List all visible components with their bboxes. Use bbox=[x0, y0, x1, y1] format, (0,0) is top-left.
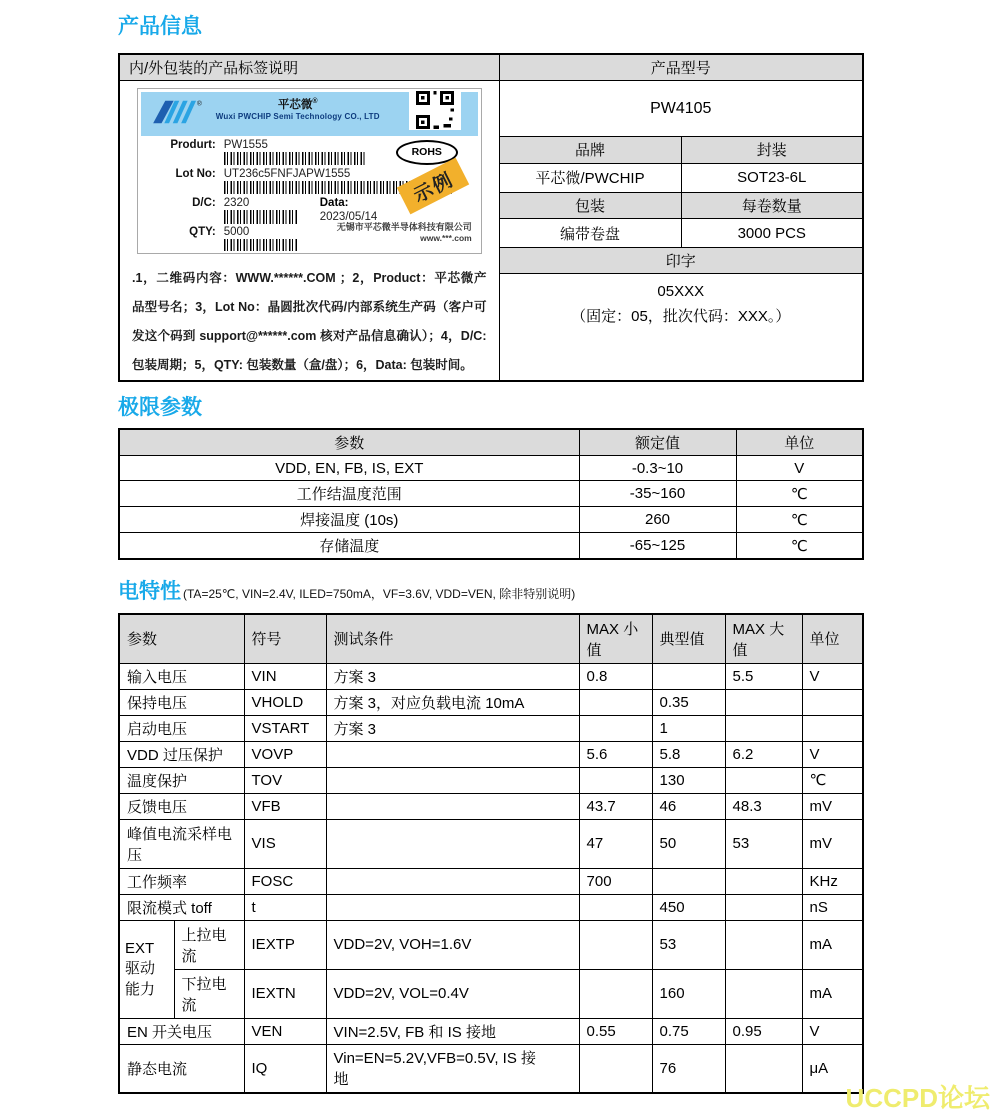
param: 启动电压 bbox=[119, 715, 244, 741]
param: 上拉电流 bbox=[174, 920, 244, 969]
limit-unit: ℃ bbox=[736, 481, 863, 507]
param: EN 开关电压 bbox=[119, 1018, 244, 1044]
limit-rating: -0.3~10 bbox=[579, 456, 736, 481]
min: 700 bbox=[579, 868, 652, 894]
max bbox=[725, 868, 802, 894]
section-heading-product-info: 产品信息 bbox=[118, 15, 202, 38]
condition bbox=[326, 894, 579, 920]
unit: mA bbox=[802, 969, 863, 1018]
label-footer-company: 无锡市平芯微半导体科技有限公司 bbox=[336, 222, 472, 232]
typ: 5.8 bbox=[652, 741, 725, 767]
condition bbox=[326, 819, 579, 868]
electrical-characteristics-table bbox=[118, 613, 864, 1094]
table-row bbox=[119, 741, 863, 767]
table-row bbox=[119, 507, 863, 533]
unit: KHz bbox=[802, 868, 863, 894]
unit: ℃ bbox=[802, 767, 863, 793]
rohs-badge: ROHS bbox=[396, 140, 458, 165]
symbol: VFB bbox=[244, 793, 326, 819]
package-header: 封装 bbox=[681, 137, 863, 163]
table-row bbox=[119, 1044, 863, 1093]
column-header: MAX 大值 bbox=[725, 614, 802, 663]
date-field-label: Data: bbox=[319, 197, 349, 209]
column-header: 典型值 bbox=[652, 614, 725, 663]
symbol: FOSC bbox=[244, 868, 326, 894]
param: 工作频率 bbox=[119, 868, 244, 894]
unit: V bbox=[802, 741, 863, 767]
symbol: IEXTP bbox=[244, 920, 326, 969]
label-example-cell bbox=[119, 81, 499, 382]
symbol: VOVP bbox=[244, 741, 326, 767]
condition: 方案 3 bbox=[326, 715, 579, 741]
unit: mV bbox=[802, 819, 863, 868]
unit: nS bbox=[802, 894, 863, 920]
product-info-table bbox=[118, 53, 864, 382]
max bbox=[725, 920, 802, 969]
typ: 130 bbox=[652, 767, 725, 793]
typ: 53 bbox=[652, 920, 725, 969]
typ: 450 bbox=[652, 894, 725, 920]
column-header: MAX 小值 bbox=[579, 614, 652, 663]
table-row bbox=[119, 894, 863, 920]
unit: mA bbox=[802, 920, 863, 969]
column-header: 参数 bbox=[119, 614, 244, 663]
max: 53 bbox=[725, 819, 802, 868]
condition bbox=[326, 868, 579, 894]
limit-unit: ℃ bbox=[736, 507, 863, 533]
param: 反馈电压 bbox=[119, 793, 244, 819]
reel-qty-value: 3000 PCS bbox=[681, 218, 863, 247]
table-row bbox=[119, 1018, 863, 1044]
limit-rating: 260 bbox=[579, 507, 736, 533]
param: 静态电流 bbox=[119, 1044, 244, 1093]
product-model-header: 产品型号 bbox=[499, 54, 863, 81]
sample-stamp: 示例 bbox=[397, 158, 469, 215]
label-desc-header: 内/外包装的产品标签说明 bbox=[119, 54, 499, 81]
label-company-block bbox=[216, 96, 380, 121]
typ: 76 bbox=[652, 1044, 725, 1093]
condition bbox=[326, 793, 579, 819]
condition: VIN=2.5V, FB 和 IS 接地 bbox=[326, 1018, 579, 1044]
marking-note: （固定：05，批次代码：XXX。） bbox=[571, 308, 791, 326]
symbol: IQ bbox=[244, 1044, 326, 1093]
condition: VDD=2V, VOH=1.6V bbox=[326, 920, 579, 969]
packing-value: 编带卷盘 bbox=[499, 218, 681, 247]
min bbox=[579, 715, 652, 741]
symbol: IEXTN bbox=[244, 969, 326, 1018]
typ: 0.35 bbox=[652, 689, 725, 715]
product-label-sample bbox=[137, 88, 482, 254]
min bbox=[579, 767, 652, 793]
column-header: 单位 bbox=[736, 429, 863, 456]
brand-value: 平芯微/PWCHIP bbox=[499, 163, 681, 192]
symbol: VEN bbox=[244, 1018, 326, 1044]
min bbox=[579, 894, 652, 920]
unit bbox=[802, 715, 863, 741]
typ: 160 bbox=[652, 969, 725, 1018]
product-model-value: PW4105 bbox=[499, 81, 863, 137]
typ bbox=[652, 663, 725, 689]
limit-param: 存储温度 bbox=[119, 533, 579, 560]
elec-test-conditions: (TA=25℃, VIN=2.4V, ILED=750mA，VF=3.6V, VDD=VEN, 除非特别说明) bbox=[183, 587, 576, 601]
section-heading-elec bbox=[118, 575, 575, 605]
qty-field-value: 5000 bbox=[223, 226, 250, 238]
section-heading-limits: 极限参数 bbox=[118, 396, 202, 419]
marking-header: 印字 bbox=[499, 248, 863, 274]
min: 0.55 bbox=[579, 1018, 652, 1044]
condition: 方案 3，对应负载电流 10mA bbox=[326, 689, 579, 715]
min bbox=[579, 1044, 652, 1093]
marking-code: 05XXX bbox=[657, 283, 705, 301]
packing-header: 包装 bbox=[499, 192, 681, 218]
table-row bbox=[119, 481, 863, 507]
unit: V bbox=[802, 663, 863, 689]
condition bbox=[326, 767, 579, 793]
max bbox=[725, 969, 802, 1018]
unit bbox=[802, 689, 863, 715]
qr-code-icon bbox=[409, 90, 461, 130]
table-row bbox=[119, 920, 863, 969]
min bbox=[579, 689, 652, 715]
symbol: VHOLD bbox=[244, 689, 326, 715]
brand-header: 品牌 bbox=[499, 137, 681, 163]
typ: 0.75 bbox=[652, 1018, 725, 1044]
max bbox=[725, 715, 802, 741]
max: 48.3 bbox=[725, 793, 802, 819]
elec-heading-text: 电特性 bbox=[118, 580, 181, 603]
min bbox=[579, 969, 652, 1018]
label-company-en: Wuxi PWCHIP Semi Technology CO., LTD bbox=[215, 112, 380, 121]
reel-qty-header: 每卷数量 bbox=[681, 192, 863, 218]
limit-param: 工作结温度范围 bbox=[119, 481, 579, 507]
product-field-label: Produrt: bbox=[170, 139, 216, 151]
table-row bbox=[119, 767, 863, 793]
typ: 50 bbox=[652, 819, 725, 868]
param: 峰值电流采样电压 bbox=[119, 819, 244, 868]
min: 5.6 bbox=[579, 741, 652, 767]
column-header: 额定值 bbox=[579, 429, 736, 456]
max: 5.5 bbox=[725, 663, 802, 689]
max: 0.95 bbox=[725, 1018, 802, 1044]
table-row bbox=[119, 689, 863, 715]
min: 47 bbox=[579, 819, 652, 868]
typ: 46 bbox=[652, 793, 725, 819]
table-header-row bbox=[119, 614, 863, 663]
column-header: 单位 bbox=[802, 614, 863, 663]
ext-drive-group: EXT 驱动能力 bbox=[119, 920, 174, 1018]
product-field-value: PW1555 bbox=[223, 139, 268, 151]
condition: Vin=EN=5.2V,VFB=0.5V, IS 接地 bbox=[326, 1044, 579, 1093]
table-row bbox=[119, 793, 863, 819]
max bbox=[725, 894, 802, 920]
date-field-value: 2023/05/14 bbox=[319, 211, 378, 223]
symbol: VIN bbox=[244, 663, 326, 689]
typ bbox=[652, 868, 725, 894]
column-header: 参数 bbox=[119, 429, 579, 456]
table-row bbox=[119, 868, 863, 894]
label-footer-url: www.***.com bbox=[420, 233, 472, 243]
package-value: SOT23-6L bbox=[681, 163, 863, 192]
min: 43.7 bbox=[579, 793, 652, 819]
param: 输入电压 bbox=[119, 663, 244, 689]
condition bbox=[326, 741, 579, 767]
table-row bbox=[119, 533, 863, 560]
param: 限流模式 toff bbox=[119, 894, 244, 920]
min bbox=[579, 920, 652, 969]
qty-barcode bbox=[224, 239, 298, 251]
table-row bbox=[119, 663, 863, 689]
max: 6.2 bbox=[725, 741, 802, 767]
unit: V bbox=[802, 1018, 863, 1044]
symbol: t bbox=[244, 894, 326, 920]
table-row bbox=[119, 819, 863, 868]
typ: 1 bbox=[652, 715, 725, 741]
marking-cell bbox=[499, 274, 863, 381]
max bbox=[725, 689, 802, 715]
limits-table bbox=[118, 428, 864, 560]
dc-field-label: D/C: bbox=[192, 197, 216, 209]
qty-field-label: QTY: bbox=[189, 226, 216, 238]
param: 温度保护 bbox=[119, 767, 244, 793]
param: 保持电压 bbox=[119, 689, 244, 715]
symbol: TOV bbox=[244, 767, 326, 793]
table-row bbox=[119, 969, 863, 1018]
table-header-row bbox=[119, 429, 863, 456]
column-header: 测试条件 bbox=[326, 614, 579, 663]
limit-param: VDD, EN, FB, IS, EXT bbox=[119, 456, 579, 481]
symbol: VSTART bbox=[244, 715, 326, 741]
table-row bbox=[119, 81, 863, 137]
table-row bbox=[119, 715, 863, 741]
param: 下拉电流 bbox=[174, 969, 244, 1018]
limit-unit: V bbox=[736, 456, 863, 481]
limit-rating: -35~160 bbox=[579, 481, 736, 507]
unit: mV bbox=[802, 793, 863, 819]
dc-barcode bbox=[224, 210, 298, 224]
label-footer bbox=[337, 220, 472, 243]
min: 0.8 bbox=[579, 663, 652, 689]
lot-field-label: Lot No: bbox=[175, 168, 216, 180]
lot-field-value: UT236c5FNFJAPW1555 bbox=[223, 168, 351, 180]
limit-unit: ℃ bbox=[736, 533, 863, 560]
limit-rating: -65~125 bbox=[579, 533, 736, 560]
label-brand-cn: 平芯微® bbox=[277, 98, 318, 111]
pwchip-logo-icon bbox=[152, 98, 214, 126]
condition: 方案 3 bbox=[326, 663, 579, 689]
limit-param: 焊接温度 (10s) bbox=[119, 507, 579, 533]
condition: VDD=2V, VOL=0.4V bbox=[326, 969, 579, 1018]
svg-text:®: ® bbox=[196, 100, 202, 108]
max bbox=[725, 767, 802, 793]
max bbox=[725, 1044, 802, 1093]
dc-field-value: 2320 bbox=[223, 197, 250, 209]
product-barcode bbox=[224, 152, 366, 165]
label-explanation-note: .1，二维码内容：WWW.******.COM ；2，Product：平芯微产品型号名；3，Lot No：晶圆批次代码/内部系统生产码（客户可发这个码到 support@******.com 核对产品信息确认）；4，D/C: 包装周期；5，QTY: 包装数量（盒/盘）；6，Data: 包装时间。 bbox=[132, 271, 487, 372]
column-header: 符号 bbox=[244, 614, 326, 663]
table-row bbox=[119, 54, 863, 81]
param: VDD 过压保护 bbox=[119, 741, 244, 767]
table-row bbox=[119, 456, 863, 481]
forum-watermark: UCCPD论坛 bbox=[845, 1083, 990, 1113]
unit: μA bbox=[802, 1044, 863, 1093]
symbol: VIS bbox=[244, 819, 326, 868]
